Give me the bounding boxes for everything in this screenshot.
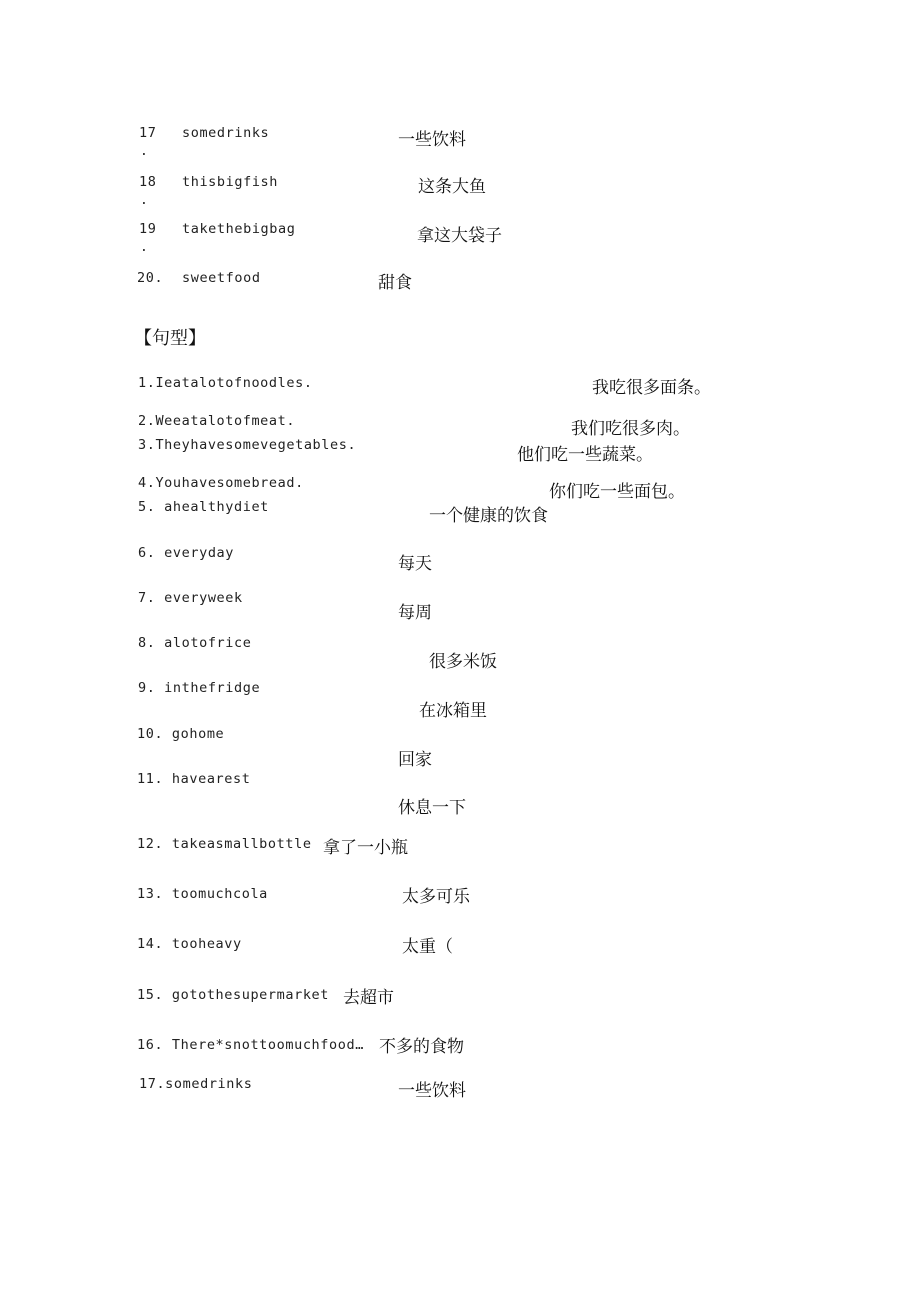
phrase-english: 8. alotofrice [138,635,252,651]
phrase-english: 15. gotothesupermarket [137,987,330,1003]
sentence-english: 1.Ieatalotofnoodles. [138,375,313,391]
list-item-english: thisbigfish [182,174,279,190]
list-item-dot: . [140,240,148,255]
phrase-english: 16. There*snottoomuchfood… [137,1037,364,1053]
list-item-number: 20. [137,270,164,286]
sentence-chinese: 你们吃一些面包。 [549,482,685,502]
section-heading: 【句型】 [134,328,206,349]
phrase-chinese: 一些饮料 [398,1081,466,1101]
phrase-chinese: 休息一下 [398,798,466,818]
phrase-english: 13. toomuchcola [137,886,268,902]
sentence-chinese: 我吃很多面条。 [592,378,711,398]
list-item-chinese: 拿这大袋子 [417,226,502,246]
phrase-chinese: 一个健康的饮食 [429,506,548,526]
phrase-chinese: 拿了一小瓶 [323,838,408,858]
list-item-english: sweetfood [182,270,261,286]
phrase-chinese: 每周 [398,603,432,623]
phrase-english: 17.somedrinks [139,1076,253,1092]
list-item-chinese: 一些饮料 [398,130,466,150]
list-item-english: somedrinks [182,125,270,141]
phrase-chinese: 太重（ [402,937,453,957]
phrase-chinese: 每天 [398,554,432,574]
phrase-chinese: 很多米饭 [429,652,497,672]
phrase-english: 6. everyday [138,545,235,561]
phrase-english: 12. takeasmallbottle [137,836,312,852]
phrase-english: 9. inthefridge [138,680,261,696]
list-item-chinese: 甜食 [378,273,412,293]
sentence-chinese: 我们吃很多肉。 [571,419,690,439]
list-item-number: 17 [139,125,157,141]
sentence-english: 3.Theyhavesomevegetables. [138,437,357,453]
list-item-dot: . [140,144,148,159]
phrase-chinese: 太多可乐 [402,887,470,907]
list-item-chinese: 这条大鱼 [418,177,486,197]
phrase-chinese: 回家 [398,750,432,770]
phrase-chinese: 不多的食物 [379,1037,464,1057]
phrase-english: 14. tooheavy [137,936,242,952]
phrase-chinese: 在冰箱里 [419,701,487,721]
phrase-chinese: 去超市 [343,988,394,1008]
sentence-chinese: 他们吃一些蔬菜。 [517,445,653,465]
list-item-english: takethebigbag [182,221,296,237]
list-item-number: 18 [139,174,157,190]
sentence-english: 4.Youhavesomebread. [138,475,304,491]
list-item-number: 19 [139,221,157,237]
phrase-english: 11. havearest [137,771,251,787]
phrase-english: 5. ahealthydiet [138,499,269,515]
phrase-english: 10. gohome [137,726,225,742]
sentence-english: 2.Weeatalotofmeat. [138,413,296,429]
phrase-english: 7. everyweek [138,590,243,606]
list-item-dot: . [140,193,148,208]
